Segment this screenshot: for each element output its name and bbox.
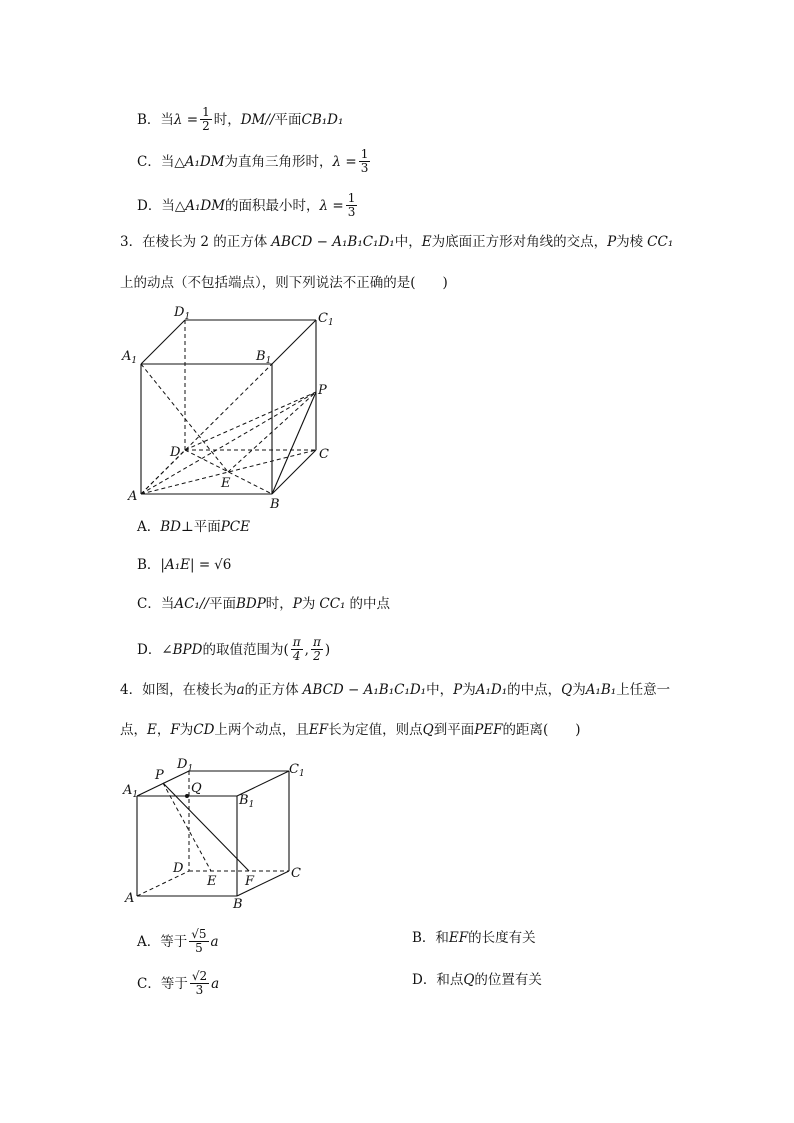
fraction-denominator: 2 [313, 649, 321, 663]
text: 到平面 [433, 722, 475, 738]
option-label: D．∠ [137, 641, 173, 658]
option-label: D．当△ [137, 197, 186, 214]
text: ⊥平面 [181, 519, 221, 535]
label-p: P [155, 768, 164, 783]
label-b: B [270, 497, 280, 512]
math-expr: PEF [474, 722, 503, 738]
math-expr: |A₁E| = [160, 557, 211, 573]
math-var: E [147, 722, 157, 738]
math-expr: AC₁ [174, 596, 200, 612]
text: 的位置有关 [474, 972, 542, 988]
option-label: C．当 [137, 596, 175, 612]
text: 4．如图，在棱长为 [120, 682, 237, 698]
option-label: B． [137, 557, 161, 573]
math-expr: EF [308, 722, 329, 738]
label-d1: $D_1$ [177, 757, 194, 774]
q3-option-d[interactable] [137, 636, 330, 663]
text: 的长度有关 [468, 930, 536, 946]
fraction-numerator: 1 [347, 191, 356, 205]
label-c1: $C_1$ [289, 762, 305, 779]
option-label: A． [137, 519, 161, 535]
math-expr: EF [448, 930, 469, 946]
text: 时， [265, 596, 293, 612]
q4-option-d[interactable] [412, 970, 542, 990]
q4-stem-line2 [120, 720, 581, 740]
math-expr: CD [193, 722, 215, 738]
math-expr: ABCD − A₁B₁C₁D₁ [271, 234, 395, 250]
fraction [346, 192, 358, 219]
math-expr: DM [240, 111, 266, 128]
math-expr: CC₁ [319, 596, 346, 612]
math-var: Q [422, 722, 434, 738]
fraction-denominator: 3 [347, 205, 356, 219]
q4-option-b[interactable] [412, 928, 536, 948]
label-d1: $D_1$ [174, 305, 191, 322]
math-var: a [211, 975, 220, 992]
parallel-symbol: // [265, 111, 275, 128]
lambda-eq: λ = [332, 153, 357, 170]
fraction-numerator: √2 [191, 969, 208, 983]
parallel-symbol: // [199, 596, 209, 612]
text: 为 [462, 682, 476, 698]
option-label: C．当△ [137, 153, 185, 170]
q3-stem-line2 [120, 273, 448, 293]
lambda-eq: λ = [319, 197, 344, 214]
text: , [304, 641, 309, 658]
q4-cube-figure [115, 752, 315, 912]
q2-option-c[interactable] [137, 148, 372, 175]
math-var: F [170, 722, 180, 738]
text: 时， [213, 111, 241, 128]
text: 为底面正方形对角线的交点， [431, 234, 608, 250]
text: 为 [179, 722, 194, 738]
label-d: D [170, 445, 181, 460]
text: 的中点 [349, 596, 390, 612]
label-a1: $A_1$ [123, 783, 139, 800]
text: 的取值范围为( [202, 641, 289, 658]
fraction [311, 636, 323, 663]
text: 上的动点（不包括端点），则下列说法不正确的是( ) [120, 275, 448, 291]
q4-stem-line1 [120, 680, 670, 700]
q3-option-a[interactable] [137, 517, 250, 537]
text: 为 [572, 682, 586, 698]
fraction [200, 106, 212, 133]
fraction [291, 636, 303, 663]
q2-option-b[interactable] [137, 106, 343, 133]
math-expr: BDP [235, 596, 266, 612]
fraction [189, 928, 208, 955]
text: 平面 [208, 596, 236, 612]
math-value: √6 [214, 557, 232, 573]
label-e: E [221, 476, 231, 491]
fraction-numerator: √5 [191, 927, 207, 941]
fraction-numerator: π [312, 635, 321, 649]
text: 为 [301, 596, 316, 612]
math-var: E [421, 234, 432, 250]
math-expr: A₁D₁ [475, 682, 508, 698]
text: 的中点， [507, 682, 562, 698]
q3-stem-line1 [120, 232, 673, 252]
math-var: a [210, 933, 219, 950]
math-expr: PCE [220, 519, 250, 535]
q3-option-b[interactable] [137, 555, 231, 575]
fraction-denominator: 4 [292, 649, 301, 663]
label-f: F [245, 874, 255, 889]
q2-option-d[interactable] [137, 192, 359, 219]
fraction-denominator: 5 [195, 941, 203, 955]
text: 为直角三角形时， [224, 153, 333, 170]
math-expr: A₁DM [185, 197, 226, 214]
label-a: A [128, 489, 138, 504]
math-expr: CC₁ [647, 234, 674, 250]
q3-option-c[interactable] [137, 594, 390, 614]
text: 点， [120, 722, 147, 738]
q3-cube-figure [110, 300, 350, 515]
text: 长为定值，则点 [328, 722, 423, 738]
label-b1: $B_1$ [239, 793, 255, 810]
text: 的面积最小时， [225, 197, 320, 214]
label-a: A [125, 891, 135, 906]
text: 3．在棱长为 2 的正方体 [120, 234, 268, 250]
text: 为棱 [616, 234, 644, 250]
label-b: B [233, 897, 243, 912]
text: ) [324, 641, 331, 658]
text: 平面 [274, 111, 302, 128]
option-label: B．和 [412, 930, 449, 946]
fraction-denominator: 2 [202, 119, 210, 133]
label-e: E [207, 874, 217, 889]
math-var: Q [463, 972, 475, 988]
math-expr: A₁DM [184, 153, 225, 170]
label-c: C [291, 866, 301, 881]
text: 上任意一 [616, 682, 671, 698]
option-label: C．等于 [137, 975, 188, 992]
text: 上两个动点，且 [214, 722, 309, 738]
q4-option-c[interactable] [137, 970, 219, 997]
label-q: Q [191, 781, 202, 796]
fraction-numerator: 1 [202, 105, 210, 119]
math-var: P [607, 234, 617, 250]
option-label: A．等于 [137, 933, 188, 950]
fraction [359, 148, 371, 175]
label-p: P [318, 383, 327, 398]
point-q-dot [185, 794, 189, 798]
math-expr: A₁B₁ [585, 682, 617, 698]
fraction-denominator: 3 [360, 161, 369, 175]
text: 中， [394, 234, 422, 250]
label-b1: $B_1$ [256, 349, 272, 366]
math-var: P [453, 682, 463, 698]
math-var: P [292, 596, 302, 612]
lambda-eq: λ = [173, 111, 199, 128]
label-a1: $A_1$ [122, 349, 138, 366]
fraction-numerator: 1 [360, 147, 369, 161]
text: 中， [426, 682, 454, 698]
math-var: Q [561, 682, 573, 698]
fraction-denominator: 3 [195, 983, 204, 997]
math-expr: CB₁D₁ [301, 111, 344, 128]
math-expr: ABCD − A₁B₁C₁D₁ [302, 682, 427, 698]
fraction [190, 970, 209, 997]
q4-option-a[interactable] [137, 928, 219, 955]
label-d: D [173, 861, 184, 876]
fraction-numerator: π [292, 635, 301, 649]
label-c1: $C_1$ [318, 311, 334, 328]
math-expr: BD [160, 519, 181, 535]
math-var: a [236, 682, 245, 698]
text: 的距离( ) [502, 722, 581, 738]
text: ， [156, 722, 171, 738]
label-c: C [319, 447, 329, 462]
option-label: D．和点 [412, 972, 464, 988]
text: 的正方体 [244, 682, 299, 698]
option-label: B．当 [137, 111, 174, 128]
math-expr: BPD [172, 641, 203, 658]
